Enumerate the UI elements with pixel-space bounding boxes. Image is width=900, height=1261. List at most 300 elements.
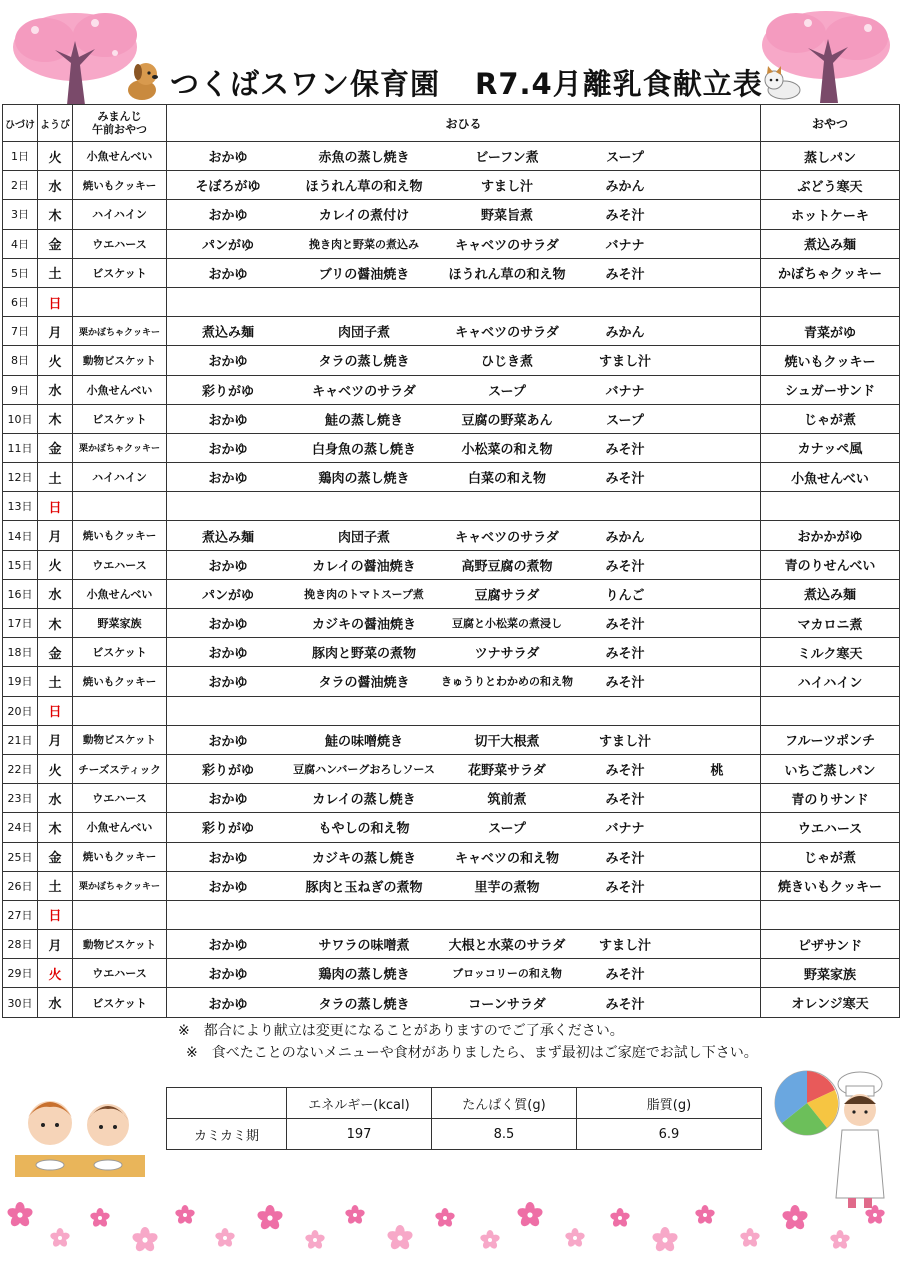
day-cell: 15日 bbox=[3, 550, 38, 579]
lunch-dish: すまし汁 bbox=[598, 734, 652, 750]
lunch-dish: 挽き肉と野菜の煮込み bbox=[309, 237, 419, 251]
morning-snack-cell: ウエハース bbox=[73, 959, 167, 988]
weekday-cell: 月 bbox=[38, 725, 73, 754]
afternoon-snack-cell: ピザサンド bbox=[761, 930, 900, 959]
weekday-cell: 火 bbox=[38, 959, 73, 988]
morning-snack-cell bbox=[73, 696, 167, 725]
lunch-dish: カレイの醤油焼き bbox=[312, 559, 416, 575]
lunch-dish: 高野豆腐の煮物 bbox=[461, 559, 553, 575]
lunch-dish: 里芋の煮物 bbox=[474, 880, 540, 896]
lunch-cell bbox=[167, 258, 761, 287]
lunch-dish: みそ汁 bbox=[605, 267, 645, 283]
lunch-dish: 豆腐サラダ bbox=[474, 588, 540, 604]
lunch-dish: すまし汁 bbox=[480, 179, 534, 195]
weekday-cell: 日 bbox=[38, 696, 73, 725]
menu-row bbox=[3, 171, 900, 200]
afternoon-snack-cell bbox=[761, 287, 900, 316]
lunch-dish: みそ汁 bbox=[605, 792, 645, 808]
sakura-flower-icon bbox=[782, 1205, 808, 1231]
sakura-flower-icon bbox=[175, 1205, 195, 1225]
morning-snack-cell: チーズスティック bbox=[73, 754, 167, 783]
day-cell: 10日 bbox=[3, 404, 38, 433]
menu-row bbox=[3, 959, 900, 988]
lunch-dish: すまし汁 bbox=[598, 354, 652, 370]
menu-row bbox=[3, 900, 900, 929]
afternoon-snack-cell: かぼちゃクッキー bbox=[761, 258, 900, 287]
lunch-dish: 挽き肉のトマトスープ煮 bbox=[304, 587, 424, 601]
sakura-flower-icon bbox=[480, 1230, 500, 1250]
afternoon-snack-cell: おかかがゆ bbox=[761, 521, 900, 550]
day-cell: 8日 bbox=[3, 346, 38, 375]
lunch-dish: おかゆ bbox=[208, 675, 248, 691]
weekday-cell: 月 bbox=[38, 521, 73, 550]
afternoon-snack-cell: 焼きいもクッキー bbox=[761, 871, 900, 900]
menu-row bbox=[3, 200, 900, 229]
morning-snack-cell bbox=[73, 900, 167, 929]
lunch-dish: スープ bbox=[488, 821, 526, 837]
lunch-cell bbox=[167, 609, 761, 638]
lunch-dish: バナナ bbox=[605, 821, 645, 837]
sakura-flower-icon bbox=[565, 1228, 585, 1248]
lunch-dish: ビーフン煮 bbox=[475, 150, 539, 166]
lunch-dish: キャベツのサラダ bbox=[455, 238, 559, 254]
day-cell: 16日 bbox=[3, 579, 38, 608]
weekday-cell: 日 bbox=[38, 287, 73, 316]
afternoon-snack-cell: 青のりせんべい bbox=[761, 550, 900, 579]
lunch-dish: ほうれん草の和え物 bbox=[448, 267, 566, 283]
lunch-cell bbox=[167, 521, 761, 550]
menu-row bbox=[3, 871, 900, 900]
sakura-flower-icon bbox=[517, 1202, 543, 1228]
menu-period: R7.4月離乳食献立表 bbox=[475, 67, 763, 101]
lunch-dish: きゅうりとわかめの和え物 bbox=[441, 675, 573, 689]
lunch-dish: 赤魚の蒸し焼き bbox=[318, 150, 410, 166]
lunch-dish: ブロッコリーの和え物 bbox=[452, 967, 562, 981]
menu-row bbox=[3, 550, 900, 579]
weekday-cell: 日 bbox=[38, 492, 73, 521]
afternoon-snack-cell: 青菜がゆ bbox=[761, 317, 900, 346]
day-cell: 27日 bbox=[3, 900, 38, 929]
nutrition-fat: 6.9 bbox=[577, 1119, 762, 1150]
lunch-cell bbox=[167, 959, 761, 988]
lunch-dish: 豆腐と小松菜の煮浸し bbox=[452, 617, 562, 631]
lunch-dish: おかゆ bbox=[208, 208, 248, 224]
afternoon-snack-cell: じゃが煮 bbox=[761, 404, 900, 433]
lunch-dish: みそ汁 bbox=[605, 967, 645, 983]
weekday-cell: 水 bbox=[38, 988, 73, 1017]
lunch-dish: 切干大根煮 bbox=[474, 734, 540, 750]
weekday-cell: 火 bbox=[38, 550, 73, 579]
weekday-cell: 火 bbox=[38, 142, 73, 171]
day-cell: 11日 bbox=[3, 433, 38, 462]
day-cell: 20日 bbox=[3, 696, 38, 725]
lunch-dish: 彩りがゆ bbox=[201, 763, 255, 779]
lunch-dish: おかゆ bbox=[208, 646, 248, 662]
day-cell: 25日 bbox=[3, 842, 38, 871]
weekday-cell: 木 bbox=[38, 813, 73, 842]
lunch-cell bbox=[167, 754, 761, 783]
nursery-name: つくばスワン保育園 bbox=[170, 67, 441, 101]
sakura-flower-icon bbox=[215, 1228, 235, 1248]
day-cell: 23日 bbox=[3, 784, 38, 813]
morning-snack-cell: 動物ビスケット bbox=[73, 930, 167, 959]
note-line: ※ 食べたことのないメニューや食材がありましたら、まず最初はご家庭でお試し下さい。 bbox=[186, 1045, 758, 1061]
morning-snack-cell: 動物ビスケット bbox=[73, 725, 167, 754]
lunch-cell bbox=[167, 930, 761, 959]
lunch-dish: 鶏肉の蒸し焼き bbox=[318, 471, 410, 487]
afternoon-snack-cell: ミルク寒天 bbox=[761, 638, 900, 667]
lunch-dish: みそ汁 bbox=[605, 763, 645, 779]
morning-snack-cell: ビスケット bbox=[73, 258, 167, 287]
menu-row bbox=[3, 521, 900, 550]
lunch-dish: みかん bbox=[605, 179, 645, 195]
lunch-cell bbox=[167, 696, 761, 725]
day-cell: 30日 bbox=[3, 988, 38, 1017]
day-cell: 6日 bbox=[3, 287, 38, 316]
lunch-dish: みそ汁 bbox=[605, 646, 645, 662]
morning-snack-cell: 動物ビスケット bbox=[73, 346, 167, 375]
lunch-dish: 花野菜サラダ bbox=[468, 763, 546, 779]
lunch-dish: 鮭の蒸し焼き bbox=[324, 413, 404, 429]
lunch-dish: 彩りがゆ bbox=[201, 821, 255, 837]
menu-row bbox=[3, 842, 900, 871]
lunch-dish: パンがゆ bbox=[201, 588, 255, 604]
lunch-dish: りんご bbox=[605, 588, 645, 604]
lunch-dish: おかゆ bbox=[208, 150, 248, 166]
sakura-flower-icon bbox=[830, 1230, 850, 1250]
lunch-cell bbox=[167, 638, 761, 667]
lunch-dish: 野菜旨煮 bbox=[480, 208, 534, 224]
day-cell: 9日 bbox=[3, 375, 38, 404]
lunch-cell bbox=[167, 229, 761, 258]
lunch-cell bbox=[167, 287, 761, 316]
lunch-dish: おかゆ bbox=[208, 471, 248, 487]
menu-row bbox=[3, 609, 900, 638]
lunch-dish: 肉団子煮 bbox=[337, 530, 391, 546]
afternoon-snack-cell: 野菜家族 bbox=[761, 959, 900, 988]
lunch-dish: カジキの醤油焼き bbox=[311, 617, 417, 633]
menu-row bbox=[3, 258, 900, 287]
morning-snack-cell: ウエハース bbox=[73, 550, 167, 579]
day-cell: 5日 bbox=[3, 258, 38, 287]
morning-snack-cell: ウエハース bbox=[73, 229, 167, 258]
afternoon-snack-cell: 小魚せんべい bbox=[761, 463, 900, 492]
morning-snack-cell: 焼いもクッキー bbox=[73, 667, 167, 696]
menu-row bbox=[3, 433, 900, 462]
header-morning-snack: みまんじ 午前おやつ bbox=[73, 105, 167, 142]
lunch-dish: ひじき煮 bbox=[480, 354, 534, 370]
lunch-dish: おかゆ bbox=[208, 267, 248, 283]
afternoon-snack-cell: フルーツポンチ bbox=[761, 725, 900, 754]
lunch-dish: 豚肉と野菜の煮物 bbox=[311, 646, 417, 662]
day-cell: 3日 bbox=[3, 200, 38, 229]
weekday-cell: 水 bbox=[38, 784, 73, 813]
weekday-cell: 土 bbox=[38, 463, 73, 492]
weekday-cell: 土 bbox=[38, 258, 73, 287]
menu-row bbox=[3, 229, 900, 258]
morning-snack-cell: 栗かぼちゃクッキー bbox=[73, 871, 167, 900]
lunch-dish: みそ汁 bbox=[605, 617, 645, 633]
lunch-dish: バナナ bbox=[605, 384, 645, 400]
lunch-dish: おかゆ bbox=[208, 938, 248, 954]
day-cell: 17日 bbox=[3, 609, 38, 638]
day-cell: 1日 bbox=[3, 142, 38, 171]
lunch-dish: パンがゆ bbox=[201, 238, 255, 254]
morning-snack-cell: 栗かぼちゃクッキー bbox=[73, 317, 167, 346]
lunch-dish: みそ汁 bbox=[605, 880, 645, 896]
lunch-dish: 大根と水菜のサラダ bbox=[448, 938, 566, 954]
sakura-flower-icon bbox=[387, 1225, 413, 1251]
weekday-cell: 日 bbox=[38, 900, 73, 929]
weekday-cell: 月 bbox=[38, 317, 73, 346]
day-cell: 14日 bbox=[3, 521, 38, 550]
chef-icon bbox=[818, 1070, 898, 1210]
lunch-dish: キャベツのサラダ bbox=[312, 384, 416, 400]
weekday-cell: 火 bbox=[38, 346, 73, 375]
nutrition-header-energy: エネルギー(kcal) bbox=[287, 1088, 432, 1119]
header-lunch: おひる bbox=[167, 105, 761, 142]
lunch-cell bbox=[167, 142, 761, 171]
sakura-flower-icon bbox=[90, 1208, 110, 1228]
lunch-dish: サワラの味噌煮 bbox=[318, 938, 410, 954]
lunch-dish: 煮込み麺 bbox=[201, 325, 255, 341]
morning-snack-cell: 焼いもクッキー bbox=[73, 842, 167, 871]
weekday-cell: 木 bbox=[38, 609, 73, 638]
notes bbox=[178, 1020, 758, 1064]
menu-row bbox=[3, 346, 900, 375]
lunch-cell bbox=[167, 317, 761, 346]
lunch-cell bbox=[167, 404, 761, 433]
lunch-dish: キャベツのサラダ bbox=[455, 325, 559, 341]
menu-table bbox=[2, 104, 900, 1018]
header-snack: おやつ bbox=[761, 105, 900, 142]
lunch-cell bbox=[167, 813, 761, 842]
lunch-dish: おかゆ bbox=[208, 734, 248, 750]
weekday-cell: 月 bbox=[38, 930, 73, 959]
morning-snack-cell: ハイハイン bbox=[73, 463, 167, 492]
lunch-cell bbox=[167, 725, 761, 754]
afternoon-snack-cell: 蒸しパン bbox=[761, 142, 900, 171]
menu-row bbox=[3, 579, 900, 608]
sakura-flower-icon bbox=[7, 1202, 33, 1228]
lunch-dish: おかゆ bbox=[208, 997, 248, 1013]
afternoon-snack-cell bbox=[761, 492, 900, 521]
menu-row bbox=[3, 287, 900, 316]
nutrition-table bbox=[166, 1087, 762, 1150]
sakura-flower-icon bbox=[345, 1205, 365, 1225]
lunch-dish: 煮込み麺 bbox=[201, 530, 255, 546]
afternoon-snack-cell: ウエハース bbox=[761, 813, 900, 842]
lunch-dish: みそ汁 bbox=[605, 471, 645, 487]
lunch-cell bbox=[167, 346, 761, 375]
menu-row bbox=[3, 813, 900, 842]
lunch-dish: 桃 bbox=[710, 763, 724, 779]
lunch-cell bbox=[167, 667, 761, 696]
menu-row bbox=[3, 317, 900, 346]
lunch-dish: タラの醤油焼き bbox=[318, 675, 410, 691]
lunch-dish: おかゆ bbox=[208, 559, 248, 575]
lunch-dish: 鶏肉の蒸し焼き bbox=[318, 967, 410, 983]
day-cell: 4日 bbox=[3, 229, 38, 258]
lunch-cell bbox=[167, 200, 761, 229]
afternoon-snack-cell: 煮込み麺 bbox=[761, 579, 900, 608]
lunch-cell bbox=[167, 871, 761, 900]
morning-snack-cell: 小魚せんべい bbox=[73, 579, 167, 608]
lunch-cell bbox=[167, 988, 761, 1017]
morning-snack-cell: 野菜家族 bbox=[73, 609, 167, 638]
lunch-dish: おかゆ bbox=[208, 792, 248, 808]
lunch-dish: おかゆ bbox=[208, 413, 248, 429]
afternoon-snack-cell: いちご蒸しパン bbox=[761, 754, 900, 783]
lunch-dish: おかゆ bbox=[208, 442, 248, 458]
lunch-dish: タラの蒸し焼き bbox=[318, 997, 410, 1013]
lunch-dish: おかゆ bbox=[208, 880, 248, 896]
day-cell: 18日 bbox=[3, 638, 38, 667]
day-cell: 22日 bbox=[3, 754, 38, 783]
day-cell: 26日 bbox=[3, 871, 38, 900]
lunch-dish: 鮭の味噌焼き bbox=[324, 734, 404, 750]
weekday-cell: 水 bbox=[38, 579, 73, 608]
nutrition-header-fat: 脂質(g) bbox=[577, 1088, 762, 1119]
morning-snack-cell: ビスケット bbox=[73, 404, 167, 433]
lunch-dish: すまし汁 bbox=[598, 938, 652, 954]
lunch-dish: カジキの蒸し焼き bbox=[311, 851, 417, 867]
weekday-cell: 木 bbox=[38, 404, 73, 433]
lunch-cell bbox=[167, 842, 761, 871]
lunch-dish: コーンサラダ bbox=[468, 997, 546, 1013]
menu-row bbox=[3, 404, 900, 433]
menu-row bbox=[3, 725, 900, 754]
sakura-flower-icon bbox=[695, 1205, 715, 1225]
nutrition-protein: 8.5 bbox=[432, 1119, 577, 1150]
lunch-cell bbox=[167, 492, 761, 521]
menu-row bbox=[3, 375, 900, 404]
sakura-flower-icon bbox=[865, 1205, 885, 1225]
weekday-cell: 水 bbox=[38, 171, 73, 200]
afternoon-snack-cell: オレンジ寒天 bbox=[761, 988, 900, 1017]
morning-snack-cell bbox=[73, 492, 167, 521]
lunch-dish: みそ汁 bbox=[605, 997, 645, 1013]
menu-row bbox=[3, 667, 900, 696]
lunch-dish: 彩りがゆ bbox=[201, 384, 255, 400]
weekday-cell: 火 bbox=[38, 754, 73, 783]
lunch-dish: スープ bbox=[606, 413, 644, 429]
menu-row bbox=[3, 754, 900, 783]
nutrition-header-cell bbox=[167, 1088, 287, 1119]
lunch-dish: キャベツのサラダ bbox=[455, 530, 559, 546]
menu-row bbox=[3, 784, 900, 813]
morning-snack-cell: 小魚せんべい bbox=[73, 375, 167, 404]
lunch-cell bbox=[167, 375, 761, 404]
afternoon-snack-cell bbox=[761, 900, 900, 929]
day-cell: 21日 bbox=[3, 725, 38, 754]
morning-snack-cell: ウエハース bbox=[73, 784, 167, 813]
nutrition-stage: カミカミ期 bbox=[167, 1119, 287, 1150]
lunch-dish: おかゆ bbox=[208, 967, 248, 983]
menu-row bbox=[3, 696, 900, 725]
afternoon-snack-cell: シュガーサンド bbox=[761, 375, 900, 404]
lunch-dish: スープ bbox=[488, 384, 526, 400]
menu-row bbox=[3, 463, 900, 492]
menu-row bbox=[3, 930, 900, 959]
morning-snack-cell bbox=[73, 287, 167, 316]
afternoon-snack-cell: マカロニ煮 bbox=[761, 609, 900, 638]
day-cell: 19日 bbox=[3, 667, 38, 696]
weekday-cell: 土 bbox=[38, 667, 73, 696]
lunch-dish: キャベツの和え物 bbox=[454, 851, 560, 867]
dog-icon bbox=[118, 58, 163, 103]
lunch-dish: タラの蒸し焼き bbox=[318, 354, 410, 370]
afternoon-snack-cell: ハイハイン bbox=[761, 667, 900, 696]
morning-snack-cell: 焼いもクッキー bbox=[73, 521, 167, 550]
lunch-dish: みそ汁 bbox=[605, 675, 645, 691]
day-cell: 24日 bbox=[3, 813, 38, 842]
lunch-dish: みかん bbox=[605, 530, 645, 546]
day-cell: 28日 bbox=[3, 930, 38, 959]
menu-row bbox=[3, 142, 900, 171]
day-cell: 13日 bbox=[3, 492, 38, 521]
lunch-dish: おかゆ bbox=[208, 851, 248, 867]
lunch-dish: 豆腐ハンバーグおろしソース bbox=[293, 763, 435, 777]
morning-snack-cell: ビスケット bbox=[73, 988, 167, 1017]
lunch-cell bbox=[167, 579, 761, 608]
lunch-dish: おかゆ bbox=[208, 354, 248, 370]
lunch-dish: スープ bbox=[606, 150, 644, 166]
afternoon-snack-cell: 焼いもクッキー bbox=[761, 346, 900, 375]
weekday-cell: 金 bbox=[38, 638, 73, 667]
morning-snack-cell: 栗かぼちゃクッキー bbox=[73, 433, 167, 462]
lunch-dish: みそ汁 bbox=[605, 851, 645, 867]
weekday-cell: 金 bbox=[38, 229, 73, 258]
day-cell: 2日 bbox=[3, 171, 38, 200]
afternoon-snack-cell: 青のりサンド bbox=[761, 784, 900, 813]
menu-row bbox=[3, 988, 900, 1017]
nutrition-row bbox=[167, 1119, 762, 1150]
day-cell: 12日 bbox=[3, 463, 38, 492]
nutrition-header-row bbox=[167, 1088, 762, 1119]
lunch-dish: カレイの蒸し焼き bbox=[312, 792, 416, 808]
afternoon-snack-cell: ホットケーキ bbox=[761, 200, 900, 229]
morning-snack-cell: ビスケット bbox=[73, 638, 167, 667]
lunch-cell bbox=[167, 784, 761, 813]
afternoon-snack-cell bbox=[761, 696, 900, 725]
lunch-dish: カレイの煮付け bbox=[318, 208, 410, 224]
afternoon-snack-cell: じゃが煮 bbox=[761, 842, 900, 871]
lunch-dish: おかゆ bbox=[208, 617, 248, 633]
lunch-cell bbox=[167, 463, 761, 492]
lunch-dish: バナナ bbox=[605, 238, 645, 254]
lunch-dish: 白菜の和え物 bbox=[467, 471, 547, 487]
lunch-dish: みそ汁 bbox=[605, 559, 645, 575]
lunch-dish: 小松菜の和え物 bbox=[461, 442, 553, 458]
header-day: ひづけ bbox=[3, 105, 38, 142]
lunch-dish: 豚肉と玉ねぎの煮物 bbox=[305, 880, 423, 896]
afternoon-snack-cell: 煮込み麺 bbox=[761, 229, 900, 258]
weekday-cell: 金 bbox=[38, 433, 73, 462]
children-eating-icon bbox=[10, 1085, 150, 1185]
lunch-dish: ほうれん草の和え物 bbox=[305, 179, 423, 195]
morning-snack-cell: ハイハイン bbox=[73, 200, 167, 229]
lunch-dish: ブリの醤油焼き bbox=[318, 267, 410, 283]
header-weekday: ようび bbox=[38, 105, 73, 142]
menu-header-row bbox=[3, 105, 900, 142]
lunch-cell bbox=[167, 433, 761, 462]
lunch-dish: みかん bbox=[605, 325, 645, 341]
afternoon-snack-cell: ぶどう寒天 bbox=[761, 171, 900, 200]
lunch-dish: そぼろがゆ bbox=[195, 179, 261, 195]
lunch-dish: ツナサラダ bbox=[474, 646, 540, 662]
lunch-cell bbox=[167, 550, 761, 579]
